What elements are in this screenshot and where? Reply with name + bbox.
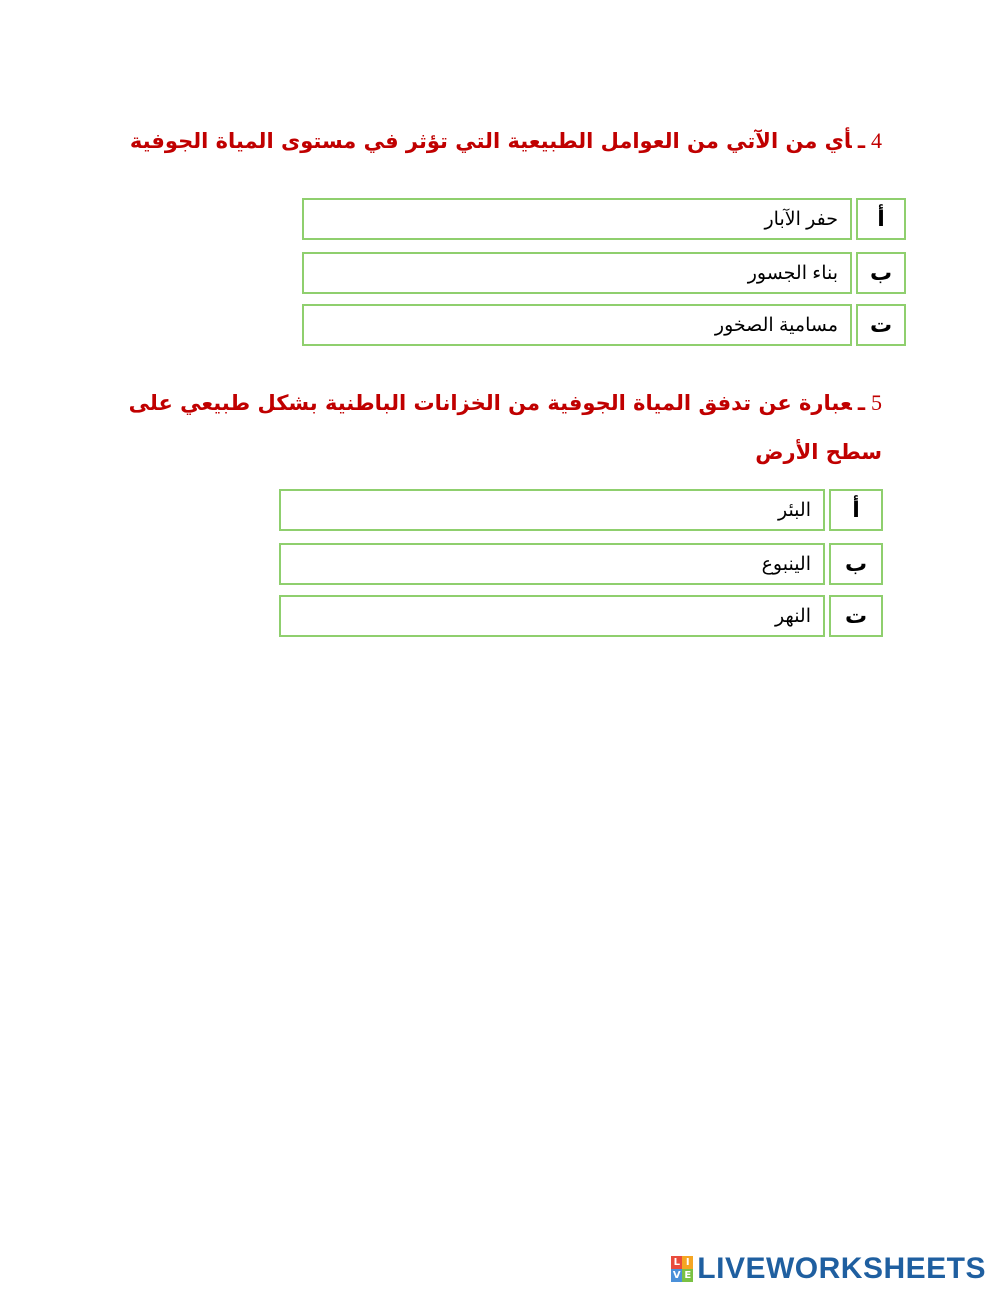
option-letter: ت [829,595,883,637]
question-5-option-b[interactable] [279,543,883,587]
logo-text: LIVEWORKSHEETS [697,1252,986,1285]
badge-letter: V [672,1270,681,1281]
option-letter: أ [829,489,883,531]
question-number: 5 [871,390,882,415]
question-4-option-t[interactable] [302,304,906,348]
option-text[interactable]: الينبوع [279,543,825,585]
question-text: عبارة عن تدفق المياة الجوفية من الخزانات الباطنية بشكل طبيعي على [128,391,852,415]
option-letter: ب [829,543,883,585]
question-5-title-line-2 [122,440,882,464]
option-letter: ب [856,252,906,294]
question-4-option-a[interactable] [302,198,906,242]
question-separator: ـ [857,391,865,415]
question-text-continued: سطح الأرض [755,440,882,464]
option-text[interactable]: حفر الآبار [302,198,852,240]
question-4-title [122,128,882,154]
question-5-option-t[interactable] [279,595,883,639]
option-letter: أ [856,198,906,240]
question-number: 4 [871,128,882,153]
option-text[interactable]: بناء الجسور [302,252,852,294]
liveworksheets-logo [671,1252,986,1286]
badge-letter: L [671,1256,682,1269]
option-letter: ت [856,304,906,346]
question-5-title [122,390,882,416]
option-text[interactable]: النهر [279,595,825,637]
option-text[interactable]: البئر [279,489,825,531]
badge-letter: I [682,1256,693,1269]
question-text: أي من الآتي من العوامل الطبيعية التي تؤثر في مستوى المياة الجوفية [129,129,852,153]
option-text[interactable]: مسامية الصخور [302,304,852,346]
question-4-option-b[interactable] [302,252,906,296]
live-badge-icon [671,1256,693,1282]
question-5-option-a[interactable] [279,489,883,533]
badge-letter: E [682,1269,693,1282]
question-separator: ـ [857,129,865,153]
